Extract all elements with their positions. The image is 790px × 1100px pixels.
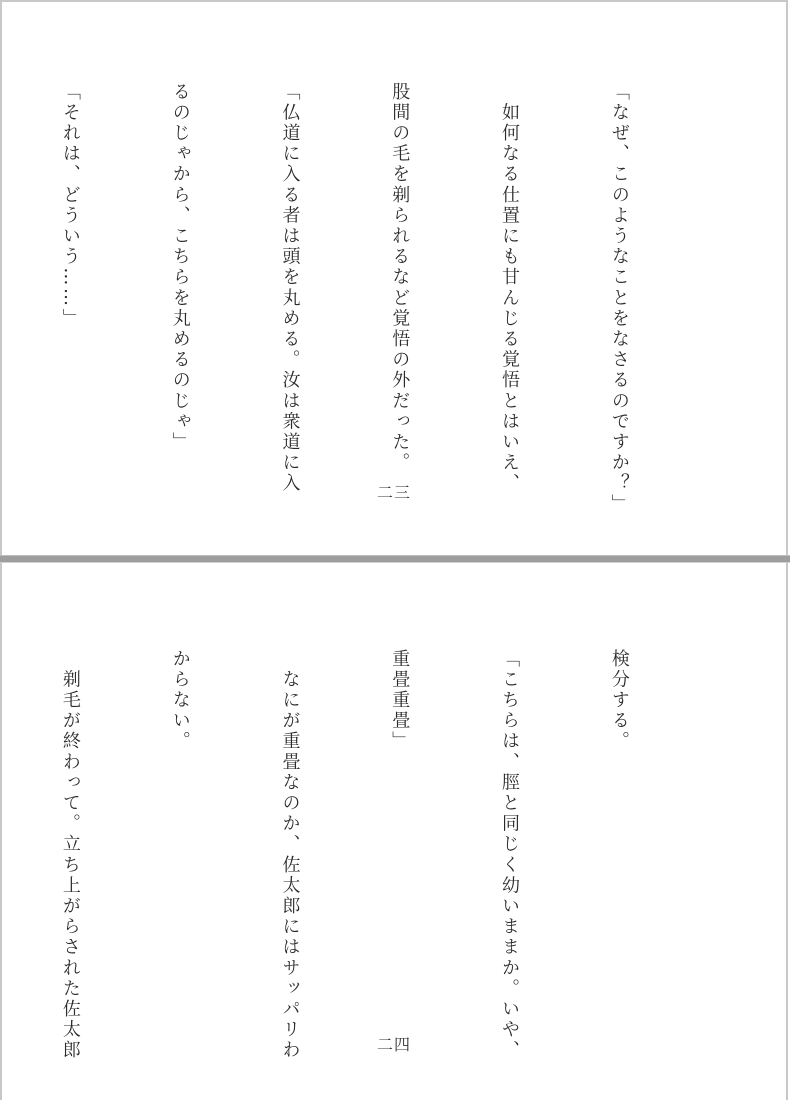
text-line: 重畳重畳」 xyxy=(389,649,411,752)
text-line: 「仏道に入る者は頭を丸める。汝は衆道に入 xyxy=(279,82,301,494)
text-line: からない。 xyxy=(169,649,191,752)
text-line: なにが重畳なのか、佐太郎にはサッパリわ xyxy=(279,649,301,1061)
text-line: 如何なる仕置にも甘んじる覚悟とはいえ、 xyxy=(499,82,521,494)
text-line: 剃毛が終わって。立ち上がらされた佐太郎 xyxy=(59,649,81,1061)
text-line: 「こちらは、脛と同じく幼いままか。いや、 xyxy=(499,649,521,1061)
text-line: るのじゃから、こちらを丸めるのじゃ」 xyxy=(169,82,191,453)
text-line: 「なぜ、このようなことをなさるのですか？」 xyxy=(608,82,630,515)
page-number: 二三 xyxy=(376,483,411,502)
text-line: 検分する。 xyxy=(608,649,630,752)
text-line: 股間の毛を剃られるなど覚悟の外だった。 xyxy=(389,82,411,474)
page-separator xyxy=(0,555,790,563)
text-line: 「それは、どういう……」 xyxy=(59,82,81,330)
page-24 xyxy=(0,563,788,1100)
page-number: 二四 xyxy=(376,1035,411,1054)
